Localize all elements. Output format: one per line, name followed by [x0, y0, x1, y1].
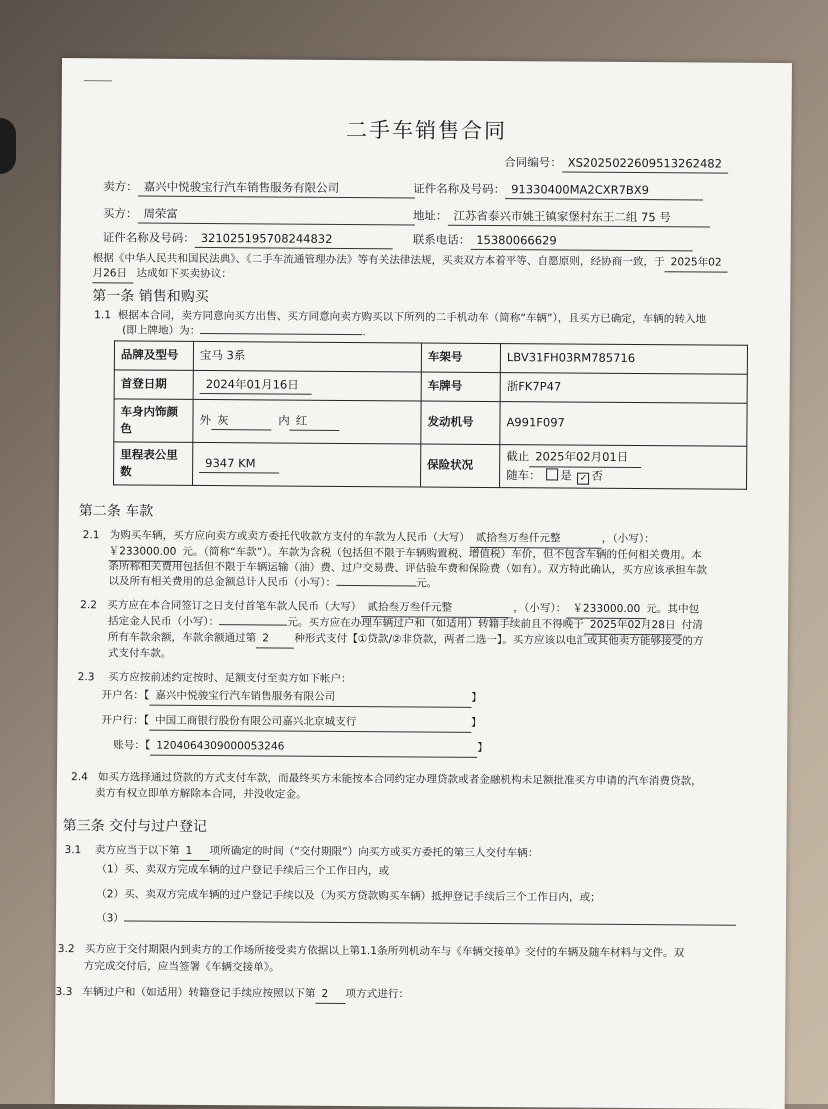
clause-2-1-line-4: 以及所有相关费用的总金额总计人民币（小写）： 元。	[108, 575, 438, 590]
clause-2-2: 2.2 买方应在本合同签订之日支付首笔车款人民币（大写） 贰拾叁万叁仟元整 ，（小写）： ￥233000.00 元。其中包	[80, 598, 699, 619]
mileage-label: 里程表公里数	[114, 442, 193, 486]
color-label: 车身内饰颜色	[114, 399, 193, 443]
account-number-line: 账号：【 1204064309000053246 】	[113, 738, 488, 758]
article-2-title: 第二条 车款	[78, 503, 154, 520]
pen-mark	[84, 80, 112, 81]
clause-2-4: 2.4 如买方选择通过贷款的方式支付车款，而最终买方未能按本合同约定办理贷款或者金融机构未足额批准买方申请的汽车消费贷款，	[70, 771, 702, 788]
no-checkbox[interactable]: ✓	[577, 472, 589, 484]
engine-value: A991F097	[500, 402, 747, 447]
plate-label: 车牌号	[421, 372, 500, 402]
brand-label: 品牌及型号	[114, 341, 193, 371]
background-object	[0, 118, 16, 174]
clause-3-1-option-1: （1）买、卖双方完成车辆的过户登记手续后三个工作日内，或	[96, 863, 390, 878]
seller-line: 卖方： 嘉兴中悦骏宝行汽车销售服务有限公司	[103, 178, 415, 198]
clause-2-2-line-4: 式支付车款。	[107, 647, 172, 660]
reg-date-label: 首登日期	[114, 370, 193, 400]
table-row	[114, 370, 747, 403]
article-3-title: 第三条 交付与过户登记	[62, 818, 208, 836]
seller-cert-line: 证件名称及号码： 91330400MA2CXR7BX9	[413, 180, 703, 200]
bank-line: 开户行：【 中国工商银行股份有限公司嘉兴北京城支行 】	[101, 713, 481, 733]
insurance-value: 截止 2025年02月01日 随车： 是 ✓ 否	[500, 445, 747, 490]
preamble-line-2: 月26日 达成如下买卖协议：	[92, 266, 232, 284]
table-row	[114, 442, 747, 489]
clause-3-3: 3.3 车辆过户和（如适用）转籍登记手续应按照以下第 2 项方式进行：	[55, 985, 409, 1004]
phone-line: 联系电话： 15380066629	[413, 231, 693, 251]
buyer-cert-line: 证件名称及号码： 321025195708244832	[103, 229, 393, 249]
address-line: 地址： 江苏省泰兴市姚王镇家堡村东王二组 75 号	[413, 207, 710, 227]
yes-checkbox[interactable]	[546, 468, 558, 480]
clause-3-2: 3.2 买方应于交付期限内到卖方的工作场所接受卖方依据以上第1.1条所列机动车与《车辆交接单》交付的车辆及随车材料与文件。双	[57, 942, 685, 960]
insurance-label: 保险状况	[421, 444, 500, 488]
clause-2-4-line-2: 卖方有权立即单方解除本合同，并没收定金。	[94, 787, 307, 801]
engine-label: 发动机号	[421, 401, 500, 445]
mileage-value: 9347 KM	[193, 442, 421, 487]
vehicle-table	[113, 340, 748, 489]
clause-2-1: 2.1 为购买车辆，买方应向卖方或卖方委托代收款方支付的车款为人民币（大写） 贰拾叁万叁仟元整 ，（小写）：	[83, 528, 655, 549]
clause-3-1: 3.1 卖方应当于以下第 1 项所确定的时间（“交付期限”）向买方或买方委托的第三人交付车辆：	[64, 844, 539, 860]
document-title: 二手车销售合同	[345, 117, 508, 144]
clause-3-1-option-2: （2）买、卖双方完成车辆的过户登记手续以及（为买方贷款购买车辆）抵押登记手续后三个工作日内，或；	[96, 888, 601, 904]
plate-value: 浙FK7P47	[500, 373, 747, 404]
clause-2-2-line-2: 括定金人民币（小写）： 元。买方应在办理车辆过户和（如适用）转籍手续前且不得晚于 2025年02月28日 付清	[108, 614, 703, 635]
account-name-line: 开户名：【 嘉兴中悦骏宝行汽车销售服务有限公司 】	[101, 688, 481, 708]
contract-page	[55, 58, 792, 1109]
clause-2-2-line-3: 所有车款余额，车款余额通过第 2 种形式支付【①贷款/②非贷款，两者二选一】。买方应该以电汇或其他卖方能够接受的方	[107, 631, 704, 648]
preamble-line-1: 根据《中华人民共和国民法典》、《二手车流通管理办法》等有关法律法规，买卖双方本着平等、自愿原则，经协商一致，于 2025年02	[93, 251, 728, 272]
color-value: 外 灰 内 红	[193, 399, 421, 444]
clause-1-1-cont: (即上牌地）为： .	[122, 324, 366, 339]
contract-number: 合同编号： XS2025022609513262482	[504, 154, 728, 174]
table-row	[114, 399, 747, 446]
vin-value: LBV31FH03RM785716	[500, 344, 747, 375]
buyer-line: 买方： 周荣富	[103, 205, 415, 225]
table-row	[114, 341, 747, 374]
clause-1-1: 1.1 根据本合同，卖方同意向买方出售、买方同意向卖方购买以下所列的二手机动车（简称“车辆”），且买方已确定，车辆的转入地	[94, 309, 707, 326]
clause-2-1-line-3: 条所称相关费用包括但不限于车辆运输（油）费、过户交易费、评估验车费和保险费（如有）。双方特此确认，买方应该承担车款	[108, 560, 708, 577]
reg-date-value: 2024年01月16日	[193, 370, 421, 401]
clause-2-1-line-2: ￥233000.00 元。（简称“车款”）。车款为含税（包括但不限于车辆购置税、增值税）车价，但不包含车辆的任何相关费用。本	[108, 545, 702, 562]
clause-3-1-option-3: （3）	[96, 911, 736, 931]
brand-value: 宝马 3系	[193, 341, 421, 372]
vin-label: 车架号	[421, 343, 500, 373]
clause-2-3: 2.3 买方应按前述约定按时、足额支付至卖方如下帐户：	[77, 671, 352, 686]
clause-3-2-line-2: 方完成交付后，应当签署《车辆交接单》。	[83, 960, 280, 974]
article-1-title: 第一条 销售和购买	[92, 288, 209, 306]
